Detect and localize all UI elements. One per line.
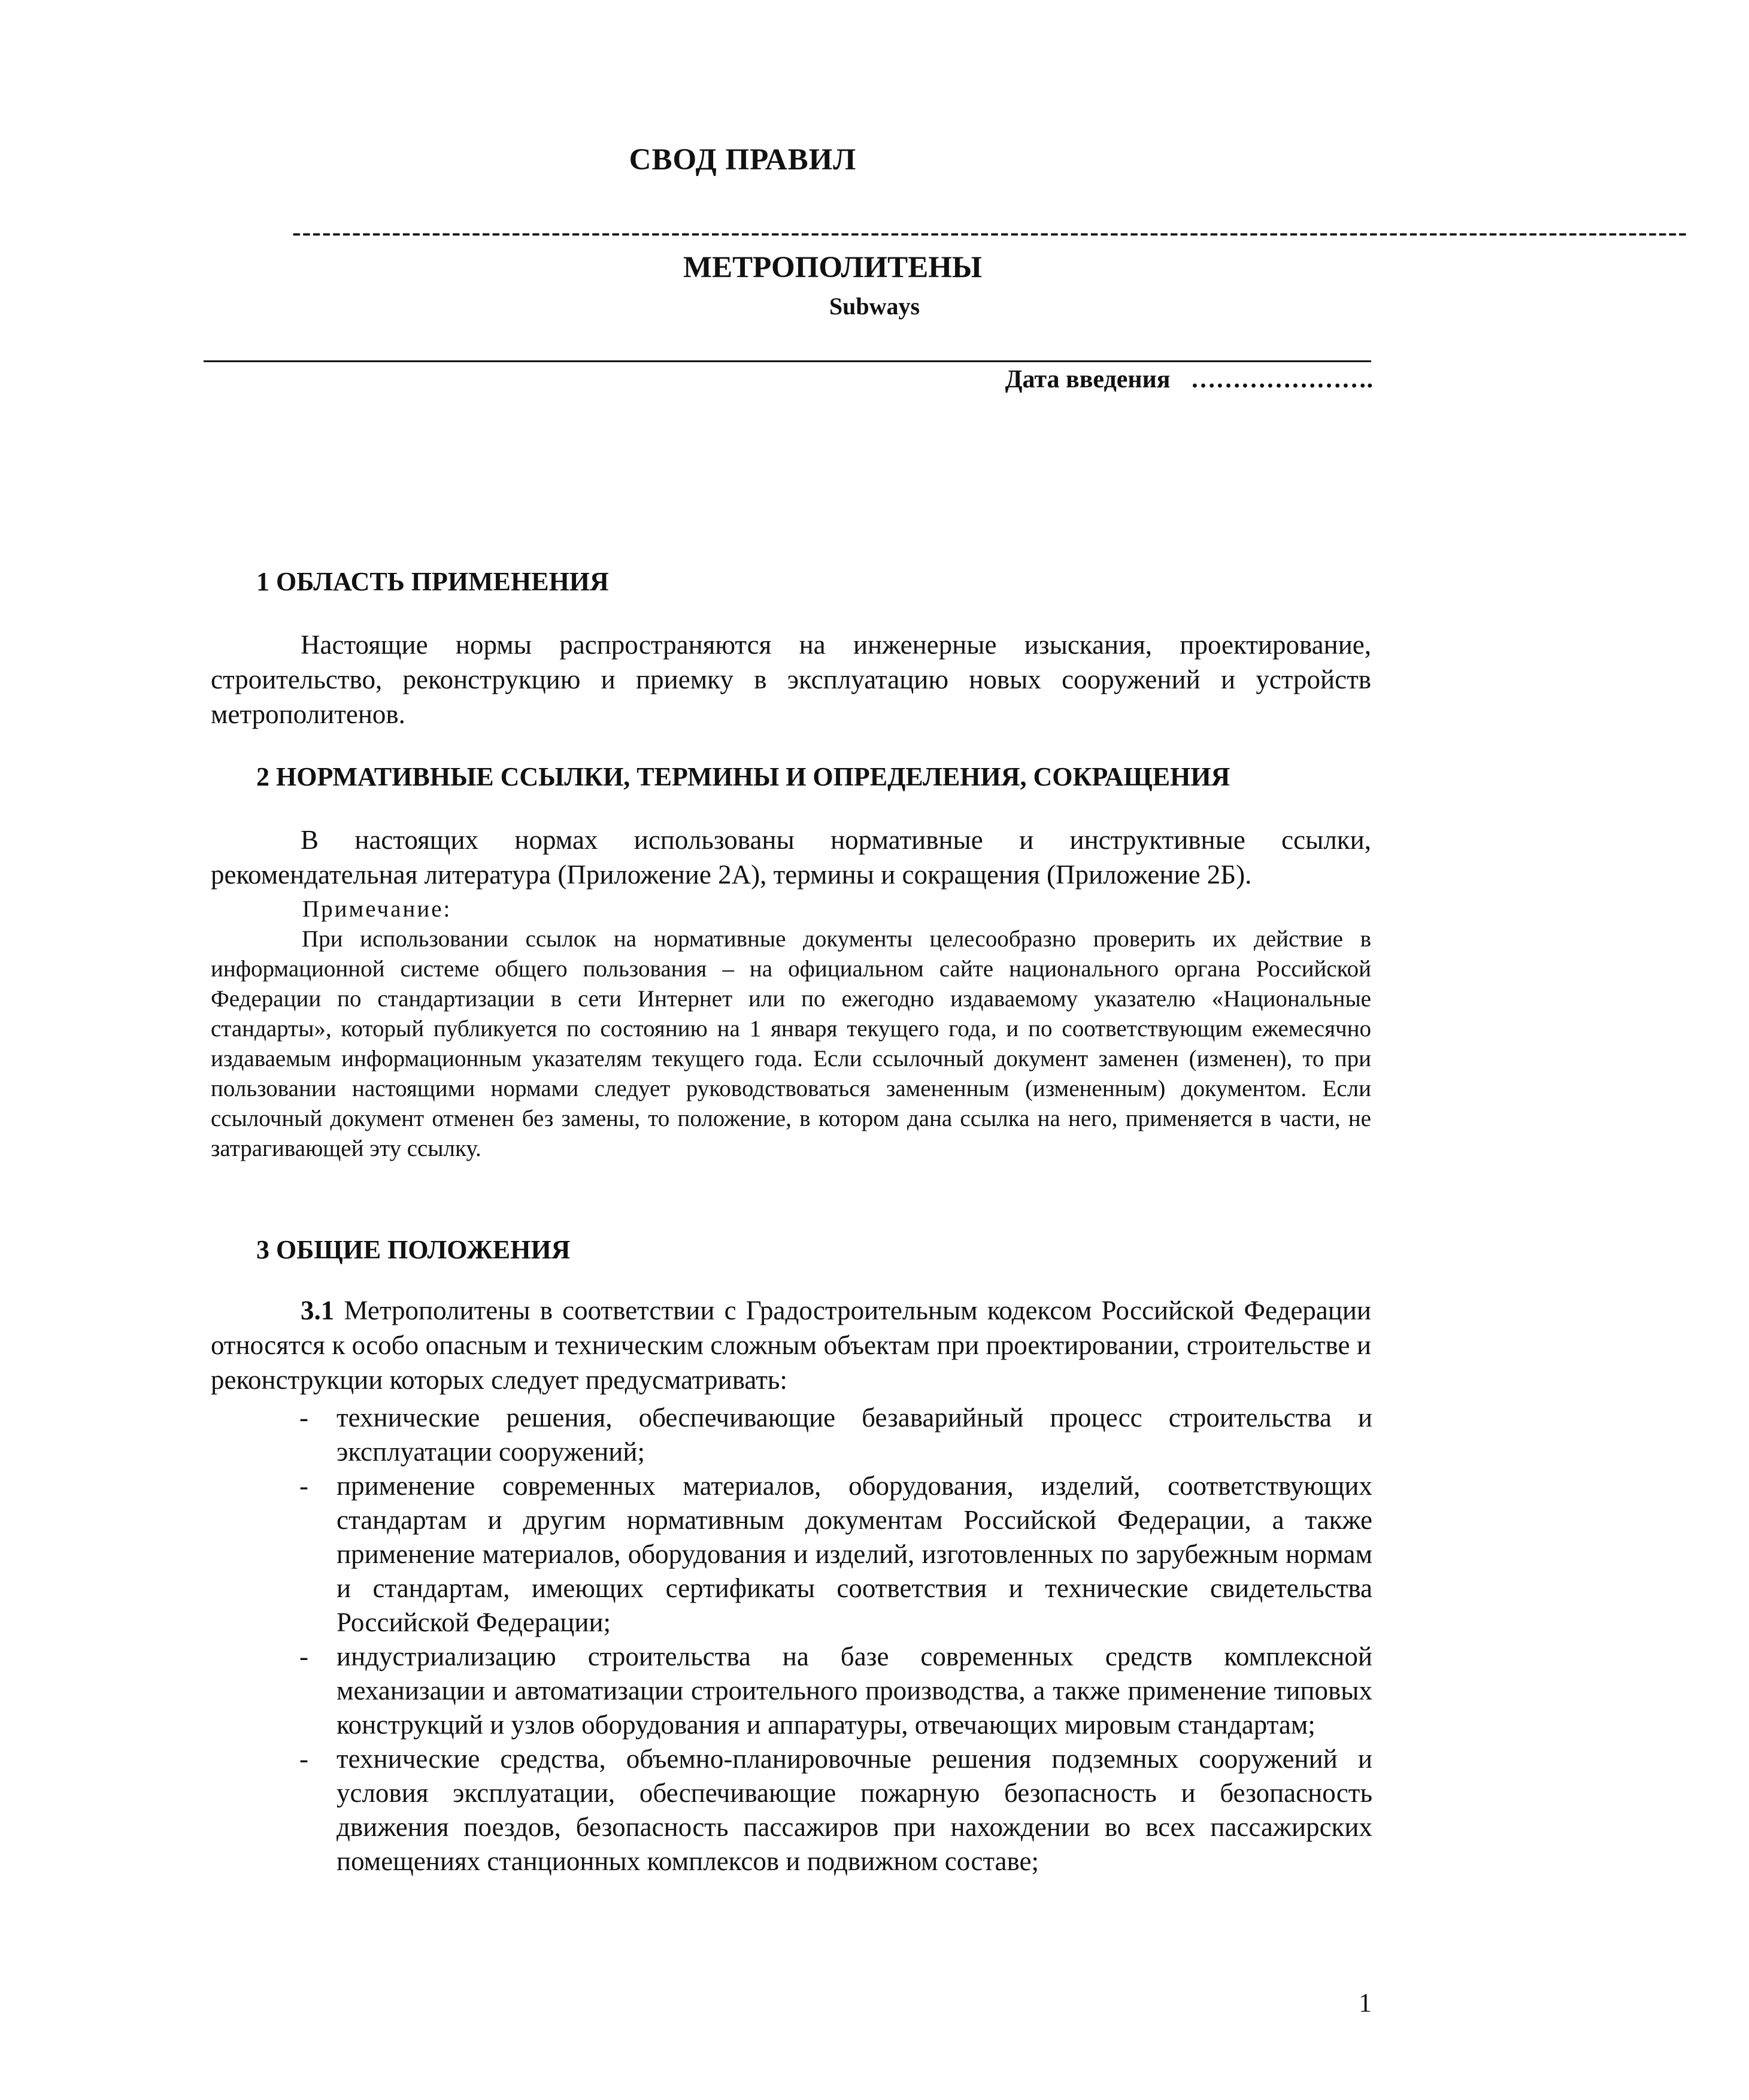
list-item: - применение современных материалов, оборудования, изделий, соответствующих стандартам и другим нормативным документам Российской Федерации, а также применение материалов, оборудования и изделий, изготовленных по зарубежным нормам и стандартам, имеющих сертификаты соответствия и технические свидетельства Российской Федерации; — [299, 1471, 1372, 1637]
section-2-paragraph — [211, 823, 1371, 892]
separator-line: -------------------------------------------------------------------------------------------------------------------------------------------- — [292, 217, 1689, 247]
effective-date — [1005, 365, 1373, 394]
document-title: СВОД ПРАВИЛ — [629, 143, 857, 177]
requirements-list — [295, 1401, 1372, 1879]
list-item: - технические средства, объемно-планировочные решения подземных сооружений и условия эксплуатации, обеспечивающие пожарную безопасность и безопасность движения поездов, безопасность пассажиров при нахождении во всех пассажирских помещениях станционных комплексов и подвижном составе; — [299, 1744, 1372, 1876]
note-paragraph — [211, 924, 1371, 1164]
list-item: - технические решения, обеспечивающие безаварийный процесс строительства и эксплуатации сооружений; — [299, 1403, 1372, 1467]
note-label: Примечание: — [302, 896, 452, 922]
clause-number: 3.1 — [301, 1295, 335, 1325]
section-1-heading: 1 ОБЛАСТЬ ПРИМЕНЕНИЯ — [256, 567, 609, 596]
document-name: МЕТРОПОЛИТЕНЫ — [683, 251, 982, 284]
section-3-heading: 3 ОБЩИЕ ПОЛОЖЕНИЯ — [256, 1235, 571, 1264]
section-2-heading: 2 НОРМАТИВНЫЕ ССЫЛКИ, ТЕРМИНЫ И ОПРЕДЕЛЕНИЯ, СОКРАЩЕНИЯ — [256, 762, 1230, 791]
note-text: При использовании ссылок на нормативные документы целесообразно проверить их действие в информационной системе общего пользования – на официальном сайте национального органа Российской Федерации по стандартизации в сети Интернет или по ежегодно издаваемому указателю «Национальные стандарты», который публикуется по состоянию на 1 января текущего года, и по соответствующим ежемесячно издаваемым информационным указателям текущего года. Если ссылочный документ заменен (изменен), то при пользовании настоящими нормами следует руководствоваться замененным (измененным) документом. Если ссылочный документ отменен без замены, то положение, в котором дана ссылка на него, применяется в части, не затрагивающей эту ссылку. — [211, 926, 1371, 1161]
date-value: …………………. — [1190, 366, 1373, 393]
section-1-text: Настоящие нормы распространяются на инженерные изыскания, проектирование, строительство, реконструкцию и приемку в эксплуатацию новых сооружений и устройств метрополитенов. — [211, 630, 1371, 729]
header-rule — [204, 360, 1371, 362]
document-name-english: Subways — [829, 293, 920, 320]
clause-3-1 — [211, 1293, 1371, 1397]
list-item: - индустриализацию строительства на базе современных средств комплексной механизации и автоматизации строительного производства, а также применение типовых конструкций и узлов оборудования и аппаратуры, отвечающих мировым стандартам; — [299, 1641, 1372, 1740]
section-1-paragraph — [211, 627, 1371, 732]
clause-text: Метрополитены в соответствии с Градостроительным кодексом Российской Федерации относятся к особо опасным и техническим сложным объектам при проектировании, строительстве и реконструкции которых следует предусматривать: — [211, 1295, 1372, 1395]
section-2-text: В настоящих нормах использованы нормативные и инструктивные ссылки, рекомендательная литература (Приложение 2А), термины и сокращения (Приложение 2Б). — [211, 825, 1371, 890]
page-number: 1 — [1359, 1988, 1372, 2017]
date-label: Дата введения — [1005, 366, 1171, 393]
